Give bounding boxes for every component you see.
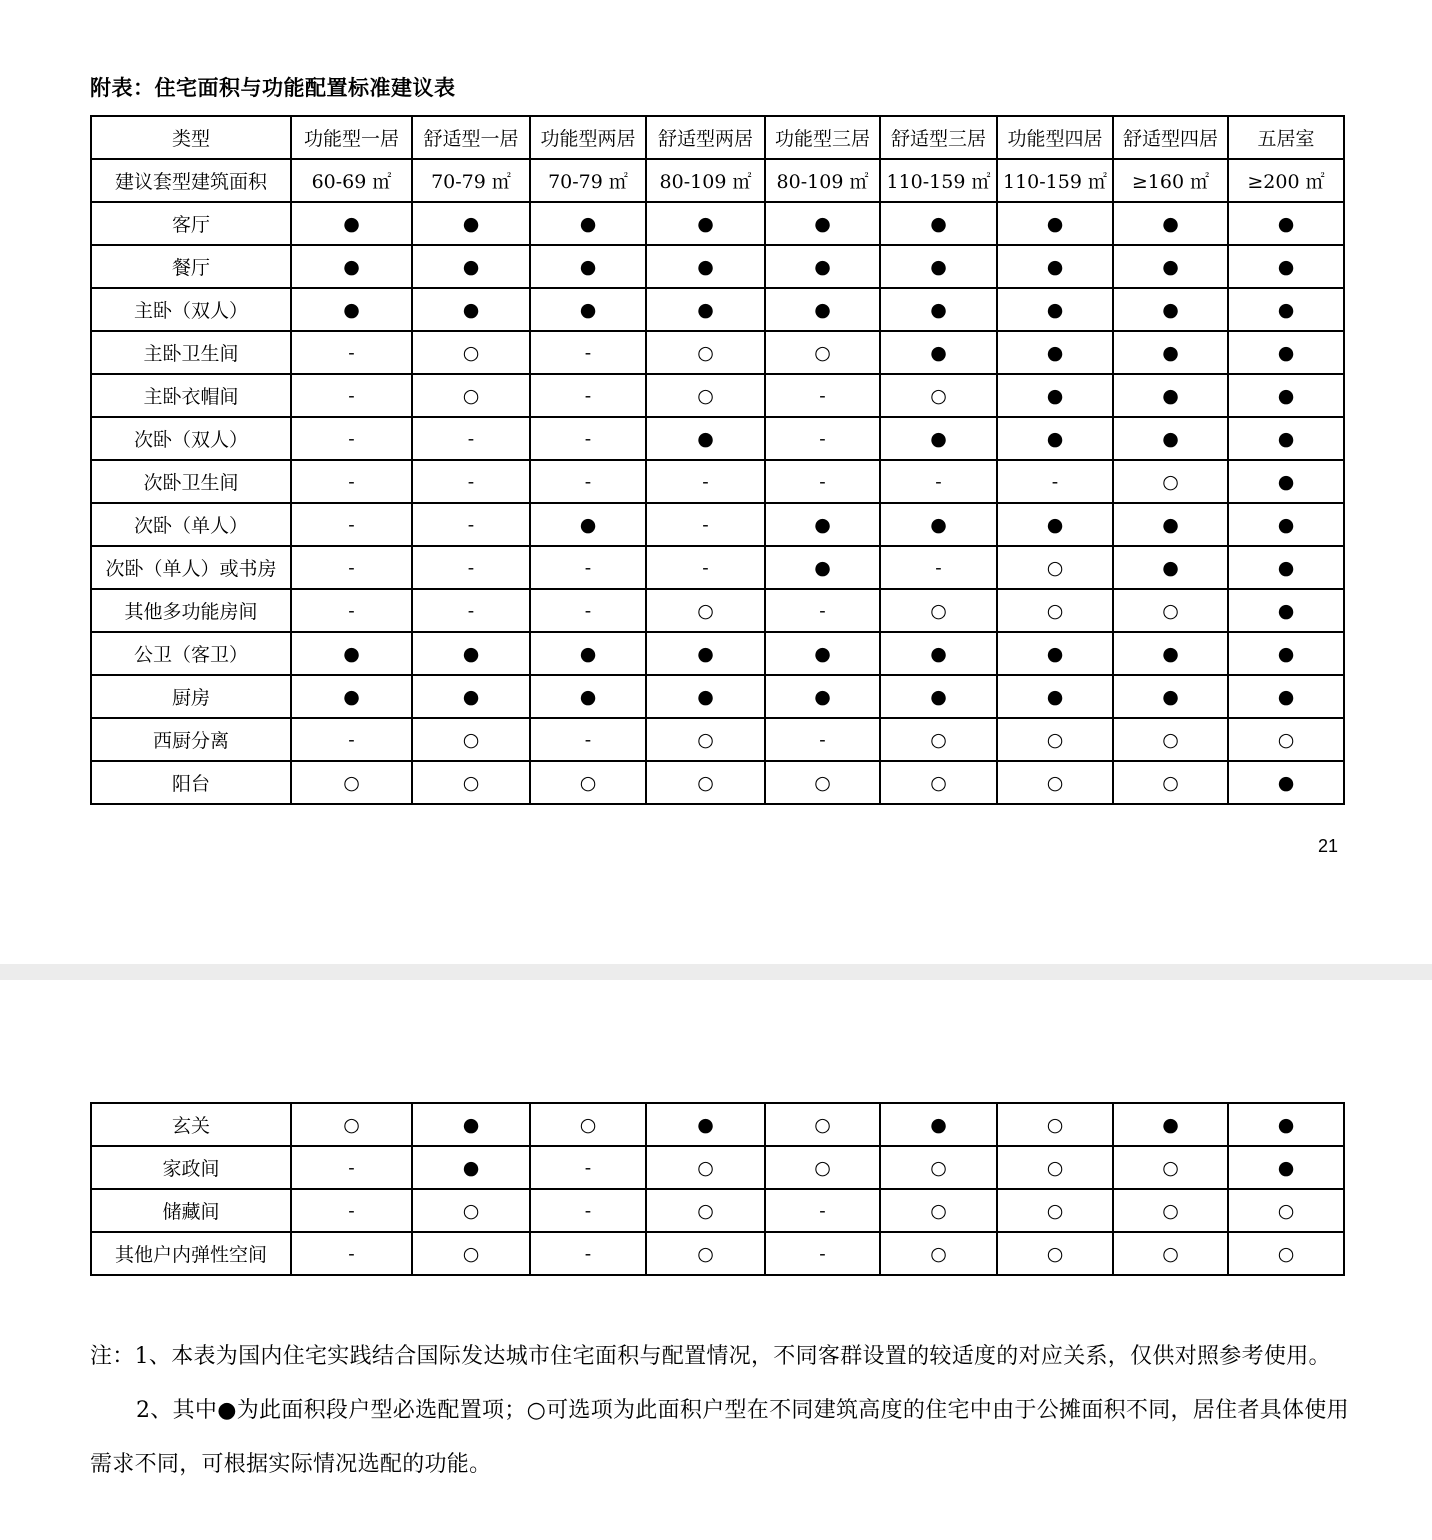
row-label: 厨房: [91, 675, 291, 718]
config-cell: ●: [1228, 632, 1344, 675]
config-cell: ●: [997, 675, 1113, 718]
column-header: 功能型两居: [530, 116, 646, 159]
config-cell: ●: [997, 331, 1113, 374]
config-cell: ○: [997, 589, 1113, 632]
config-cell: ○: [1228, 1189, 1344, 1232]
config-cell: ●: [1113, 374, 1228, 417]
config-cell: ●: [646, 202, 765, 245]
config-cell: ●: [765, 288, 880, 331]
config-cell: -: [880, 546, 997, 589]
config-cell: ○: [880, 1189, 997, 1232]
config-cell: -: [530, 460, 646, 503]
config-cell: ●: [765, 546, 880, 589]
config-cell: ●: [880, 331, 997, 374]
note-1: 注：1、本表为国内住宅实践结合国际发达城市住宅面积与配置情况，不同客群设置的较适度的对应关系，仅供对照参考使用。: [90, 1344, 1331, 1369]
page-title: 附表：住宅面积与功能配置标准建议表: [90, 76, 456, 100]
config-cell: ●: [646, 1103, 765, 1146]
row-label: 西厨分离: [91, 718, 291, 761]
config-cell: -: [530, 546, 646, 589]
area-cell: 60-69 ㎡: [291, 159, 412, 202]
column-header: 功能型三居: [765, 116, 880, 159]
config-cell: ○: [997, 761, 1113, 804]
config-cell: -: [291, 1189, 412, 1232]
config-cell: ●: [1113, 245, 1228, 288]
row-label: 主卧卫生间: [91, 331, 291, 374]
config-cell: ●: [880, 632, 997, 675]
config-cell: ●: [1228, 331, 1344, 374]
config-cell: ●: [880, 675, 997, 718]
config-cell: ●: [997, 632, 1113, 675]
config-cell: ●: [530, 675, 646, 718]
config-cell: ●: [646, 675, 765, 718]
config-cell: ○: [530, 1103, 646, 1146]
config-cell: ○: [412, 761, 530, 804]
config-cell: -: [530, 718, 646, 761]
config-cell: ○: [765, 331, 880, 374]
table-row: [91, 374, 1344, 417]
config-cell: -: [765, 1232, 880, 1275]
config-cell: ○: [765, 761, 880, 804]
config-cell: ○: [646, 718, 765, 761]
row-label: 其他多功能房间: [91, 589, 291, 632]
config-cell: ●: [1113, 417, 1228, 460]
config-cell: ●: [412, 202, 530, 245]
config-cell: ●: [997, 288, 1113, 331]
config-cell: ●: [1113, 202, 1228, 245]
config-cell: ●: [1228, 546, 1344, 589]
table-row: [91, 460, 1344, 503]
table-row: [91, 331, 1344, 374]
config-cell: -: [291, 503, 412, 546]
config-cell: -: [291, 718, 412, 761]
config-cell: ○: [997, 1103, 1113, 1146]
row-label: 主卧（双人）: [91, 288, 291, 331]
table-row: [91, 503, 1344, 546]
config-cell: -: [530, 374, 646, 417]
config-cell: -: [412, 546, 530, 589]
column-header: 功能型一居: [291, 116, 412, 159]
config-cell: ○: [1113, 460, 1228, 503]
config-cell: ●: [412, 245, 530, 288]
config-cell: ●: [1228, 1146, 1344, 1189]
config-cell: ●: [412, 288, 530, 331]
config-cell: -: [412, 417, 530, 460]
config-cell: -: [765, 589, 880, 632]
config-cell: ●: [880, 1103, 997, 1146]
table-body-page1: [91, 202, 1344, 804]
config-cell: ●: [765, 202, 880, 245]
config-cell: -: [291, 460, 412, 503]
area-cell: 80-109 ㎡: [765, 159, 880, 202]
table-header-row: [91, 116, 1344, 159]
config-cell: ●: [765, 245, 880, 288]
config-cell: ●: [291, 245, 412, 288]
config-cell: ○: [1228, 1232, 1344, 1275]
config-cell: ●: [880, 417, 997, 460]
config-cell: ●: [530, 245, 646, 288]
config-cell: ●: [765, 503, 880, 546]
config-cell: -: [291, 589, 412, 632]
row-label: 其他户内弹性空间: [91, 1232, 291, 1275]
config-cell: ●: [646, 245, 765, 288]
config-cell: ●: [646, 632, 765, 675]
config-cell: -: [291, 1146, 412, 1189]
config-cell: ●: [1113, 1103, 1228, 1146]
column-header: 舒适型四居: [1113, 116, 1228, 159]
config-cell: ●: [1113, 632, 1228, 675]
table-row: [91, 632, 1344, 675]
config-cell: ○: [880, 1146, 997, 1189]
config-cell: ○: [646, 331, 765, 374]
config-cell: ○: [1228, 718, 1344, 761]
table-row: [91, 1103, 1344, 1146]
config-cell: ●: [880, 202, 997, 245]
page-divider: [0, 964, 1432, 980]
table-row: [91, 718, 1344, 761]
config-cell: ●: [646, 417, 765, 460]
area-cell: 70-79 ㎡: [530, 159, 646, 202]
table-row: [91, 589, 1344, 632]
config-cell: ○: [765, 1146, 880, 1189]
area-row: [91, 159, 1344, 202]
column-header: 舒适型一居: [412, 116, 530, 159]
config-cell: ●: [1113, 288, 1228, 331]
config-cell: ●: [880, 245, 997, 288]
config-cell: ○: [412, 1189, 530, 1232]
config-cell: ○: [997, 1189, 1113, 1232]
area-cell: 110-159 ㎡: [880, 159, 997, 202]
page-number: 21: [1318, 836, 1339, 856]
config-cell: ○: [1113, 589, 1228, 632]
area-cell: 80-109 ㎡: [646, 159, 765, 202]
config-cell: -: [530, 331, 646, 374]
table-row: [91, 288, 1344, 331]
config-table-continued: [90, 1102, 1345, 1276]
config-cell: -: [997, 460, 1113, 503]
config-cell: ●: [530, 202, 646, 245]
config-cell: ●: [1228, 589, 1344, 632]
config-cell: ○: [880, 589, 997, 632]
table-row: [91, 761, 1344, 804]
config-cell: ○: [997, 1232, 1113, 1275]
config-cell: ○: [412, 374, 530, 417]
config-cell: ●: [1113, 503, 1228, 546]
row-label: 次卧（单人）或书房: [91, 546, 291, 589]
config-cell: ○: [646, 1146, 765, 1189]
config-cell: -: [412, 503, 530, 546]
config-cell: ●: [997, 202, 1113, 245]
config-cell: ○: [1113, 1146, 1228, 1189]
table-row: [91, 1146, 1344, 1189]
table-row: [91, 1189, 1344, 1232]
table-body-page2: [91, 1103, 1344, 1275]
config-cell: ○: [1113, 761, 1228, 804]
config-cell: -: [880, 460, 997, 503]
config-cell: ●: [412, 1146, 530, 1189]
config-cell: ●: [1228, 245, 1344, 288]
config-cell: ●: [412, 675, 530, 718]
row-label: 家政间: [91, 1146, 291, 1189]
config-cell: ●: [1228, 374, 1344, 417]
config-cell: ○: [291, 1103, 412, 1146]
config-cell: ●: [765, 675, 880, 718]
area-cell: 110-159 ㎡: [997, 159, 1113, 202]
config-cell: ○: [997, 546, 1113, 589]
config-cell: ●: [530, 288, 646, 331]
row-label: 阳台: [91, 761, 291, 804]
config-cell: -: [530, 1232, 646, 1275]
config-cell: -: [646, 546, 765, 589]
row-label: 次卧卫生间: [91, 460, 291, 503]
config-cell: -: [530, 589, 646, 632]
config-cell: -: [765, 460, 880, 503]
column-header: 类型: [91, 116, 291, 159]
config-cell: ○: [1113, 1232, 1228, 1275]
config-cell: ○: [765, 1103, 880, 1146]
row-label: 玄关: [91, 1103, 291, 1146]
table-row: [91, 202, 1344, 245]
config-cell: ●: [1228, 675, 1344, 718]
table-row: [91, 245, 1344, 288]
column-header: 舒适型三居: [880, 116, 997, 159]
config-cell: ○: [880, 1232, 997, 1275]
config-cell: -: [291, 331, 412, 374]
config-cell: ●: [1228, 417, 1344, 460]
config-cell: ○: [646, 589, 765, 632]
config-cell: ●: [880, 503, 997, 546]
config-cell: ○: [997, 1146, 1113, 1189]
column-header: 功能型四居: [997, 116, 1113, 159]
config-cell: ●: [412, 632, 530, 675]
config-cell: -: [530, 417, 646, 460]
area-cell: 70-79 ㎡: [412, 159, 530, 202]
config-cell: ●: [291, 202, 412, 245]
row-label: 次卧（单人）: [91, 503, 291, 546]
area-cell: ≥200 ㎡: [1228, 159, 1344, 202]
config-cell: ○: [1113, 718, 1228, 761]
config-cell: ○: [412, 1232, 530, 1275]
config-cell: ●: [1228, 761, 1344, 804]
config-cell: ●: [997, 245, 1113, 288]
config-cell: -: [291, 374, 412, 417]
config-cell: ○: [880, 761, 997, 804]
table-row: [91, 546, 1344, 589]
note-2: 2、其中●为此面积段户型必选配置项；○可选项为此面积户型在不同建筑高度的住宅中由于公摊面积不同，居住者具体使用需求不同，可根据实际情况选配的功能。: [90, 1398, 1349, 1477]
config-cell: ○: [880, 718, 997, 761]
row-label: 主卧衣帽间: [91, 374, 291, 417]
config-cell: ○: [530, 761, 646, 804]
column-header: 五居室: [1228, 116, 1344, 159]
notes-section: [90, 1330, 1360, 1492]
config-cell: ○: [646, 1232, 765, 1275]
config-cell: ●: [997, 374, 1113, 417]
config-cell: ●: [1228, 503, 1344, 546]
config-cell: ●: [1228, 202, 1344, 245]
config-cell: ○: [291, 761, 412, 804]
table-row: [91, 1232, 1344, 1275]
config-cell: ●: [1228, 288, 1344, 331]
config-cell: ●: [291, 288, 412, 331]
config-cell: ●: [530, 503, 646, 546]
config-cell: -: [291, 1232, 412, 1275]
column-header: 舒适型两居: [646, 116, 765, 159]
row-label: 建议套型建筑面积: [91, 159, 291, 202]
config-cell: ●: [997, 417, 1113, 460]
config-cell: ●: [291, 632, 412, 675]
config-cell: ●: [1113, 546, 1228, 589]
config-cell: ●: [1228, 460, 1344, 503]
config-cell: ●: [412, 1103, 530, 1146]
config-cell: -: [530, 1189, 646, 1232]
config-cell: ●: [530, 632, 646, 675]
config-cell: -: [291, 417, 412, 460]
config-cell: ●: [997, 503, 1113, 546]
config-cell: -: [646, 503, 765, 546]
config-cell: ○: [646, 374, 765, 417]
config-cell: ●: [1228, 1103, 1344, 1146]
config-cell: -: [291, 546, 412, 589]
row-label: 公卫（客卫）: [91, 632, 291, 675]
config-cell: -: [765, 1189, 880, 1232]
config-cell: -: [765, 417, 880, 460]
table-row: [91, 675, 1344, 718]
config-cell: -: [412, 460, 530, 503]
config-cell: ○: [646, 761, 765, 804]
area-cell: ≥160 ㎡: [1113, 159, 1228, 202]
config-cell: ●: [291, 675, 412, 718]
config-cell: ○: [412, 331, 530, 374]
row-label: 次卧（双人）: [91, 417, 291, 460]
config-cell: ●: [646, 288, 765, 331]
config-cell: ●: [765, 632, 880, 675]
config-table: [90, 115, 1345, 805]
config-cell: ●: [1113, 675, 1228, 718]
config-cell: ○: [997, 718, 1113, 761]
config-cell: ○: [646, 1189, 765, 1232]
row-label: 储藏间: [91, 1189, 291, 1232]
config-cell: ●: [880, 288, 997, 331]
config-cell: ●: [1113, 331, 1228, 374]
config-cell: -: [765, 718, 880, 761]
row-label: 餐厅: [91, 245, 291, 288]
config-cell: -: [646, 460, 765, 503]
table-row: [91, 417, 1344, 460]
row-label: 客厅: [91, 202, 291, 245]
config-cell: -: [412, 589, 530, 632]
config-cell: ○: [412, 718, 530, 761]
config-cell: -: [765, 374, 880, 417]
config-cell: -: [530, 1146, 646, 1189]
config-cell: ○: [1113, 1189, 1228, 1232]
config-cell: ○: [880, 374, 997, 417]
